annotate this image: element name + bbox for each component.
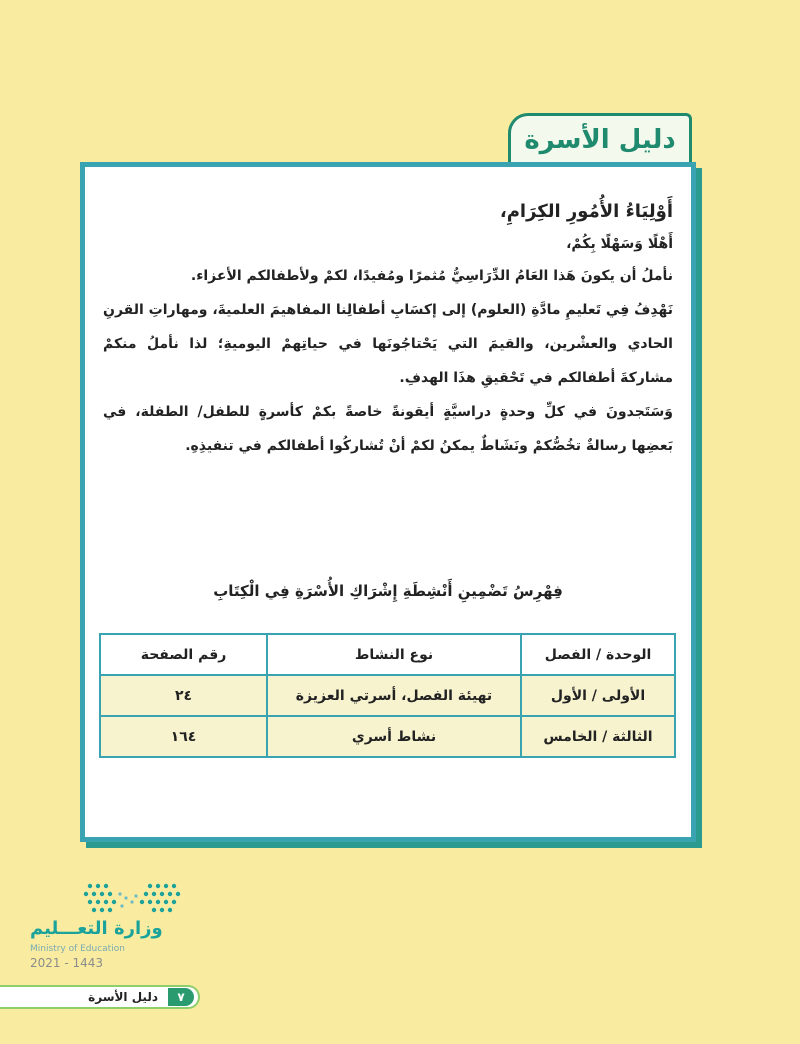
letter-paragraph: نَهْدِفُ فِي تَعليمِ مادَّةِ (العلوم) إلى إكسَابِ أطفالِنا المفاهيمَ العلميةَ، ومهاراتِ القرنِ الحادي والعشْرين، والقيمَ التي يَحْتاجُونَها في حياتِهمْ اليوميةِ؛ لذا نأملُ منكمْ مشاركةَ أطفالكم في تَحْقيقِ هذَا الهدفِ. [103, 302, 673, 386]
section-title: دليل الأسرة [524, 124, 676, 155]
content-card [80, 162, 696, 842]
footer-tab [0, 985, 200, 1009]
table-row [100, 716, 675, 757]
cell-activity-type: نشاط أسري [267, 716, 521, 757]
cell-page-number: ١٦٤ [100, 716, 267, 757]
section-title-tab [508, 113, 692, 163]
letter-paragraph: وَسَتَجدونَ في كلِّ وحدةٍ دراسيَّةٍ أيقونةً خاصةً بكمْ كأسرةٍ للطفل/ الطفلة، في بَعضِها رسالةٌ تخُصُّكمْ ونَشَاطٌ يمكنُ لكمْ أنْ تُشاركُوا أطفالكم في تنفيذِهِ. [103, 404, 673, 454]
ministry-name-english: Ministry of Education [30, 944, 125, 954]
cell-unit: الأولى / الأول [521, 675, 675, 716]
header-activity-type: نوع النشاط [267, 634, 521, 675]
letter [103, 195, 673, 463]
ministry-year: 2021 - 1443 [30, 956, 104, 970]
activities-table [99, 633, 676, 758]
ministry-dots-icon [80, 880, 190, 916]
letter-greeting: أَهْلًا وَسَهْلًا بِكُمْ، [566, 236, 673, 252]
cell-activity-type: تهيئة الفصل، أسرتي العزيزة [267, 675, 521, 716]
ministry-name-arabic: وزارة التعـــليم [30, 918, 163, 939]
page-number-badge: ٧ [168, 988, 194, 1006]
cell-page-number: ٢٤ [100, 675, 267, 716]
table-row [100, 675, 675, 716]
letter-paragraph: نأملُ أن يكونَ هَذا العَامُ الدِّرَاسِيُّ مُثمرًا ومُفيدًا، لكمْ ولأطفالكم الأعزاء. [190, 268, 673, 284]
table-header-row [100, 634, 675, 675]
header-unit: الوحدة / الفصل [521, 634, 675, 675]
ministry-logo [30, 880, 200, 980]
letter-salutation: أَوْلِيَاءُ الأُمُورِ الكِرَامِ، [499, 201, 673, 222]
cell-unit: الثالثة / الخامس [521, 716, 675, 757]
footer-label: دليل الأسرة [88, 990, 158, 1004]
header-page-number: رقم الصفحة [100, 634, 267, 675]
index-title: فِهْرِسُ تَضْمِينِ أَنْشِطَةِ إِشْرَاكِ الأُسْرَةِ فِي الْكِتَابِ [213, 582, 563, 600]
